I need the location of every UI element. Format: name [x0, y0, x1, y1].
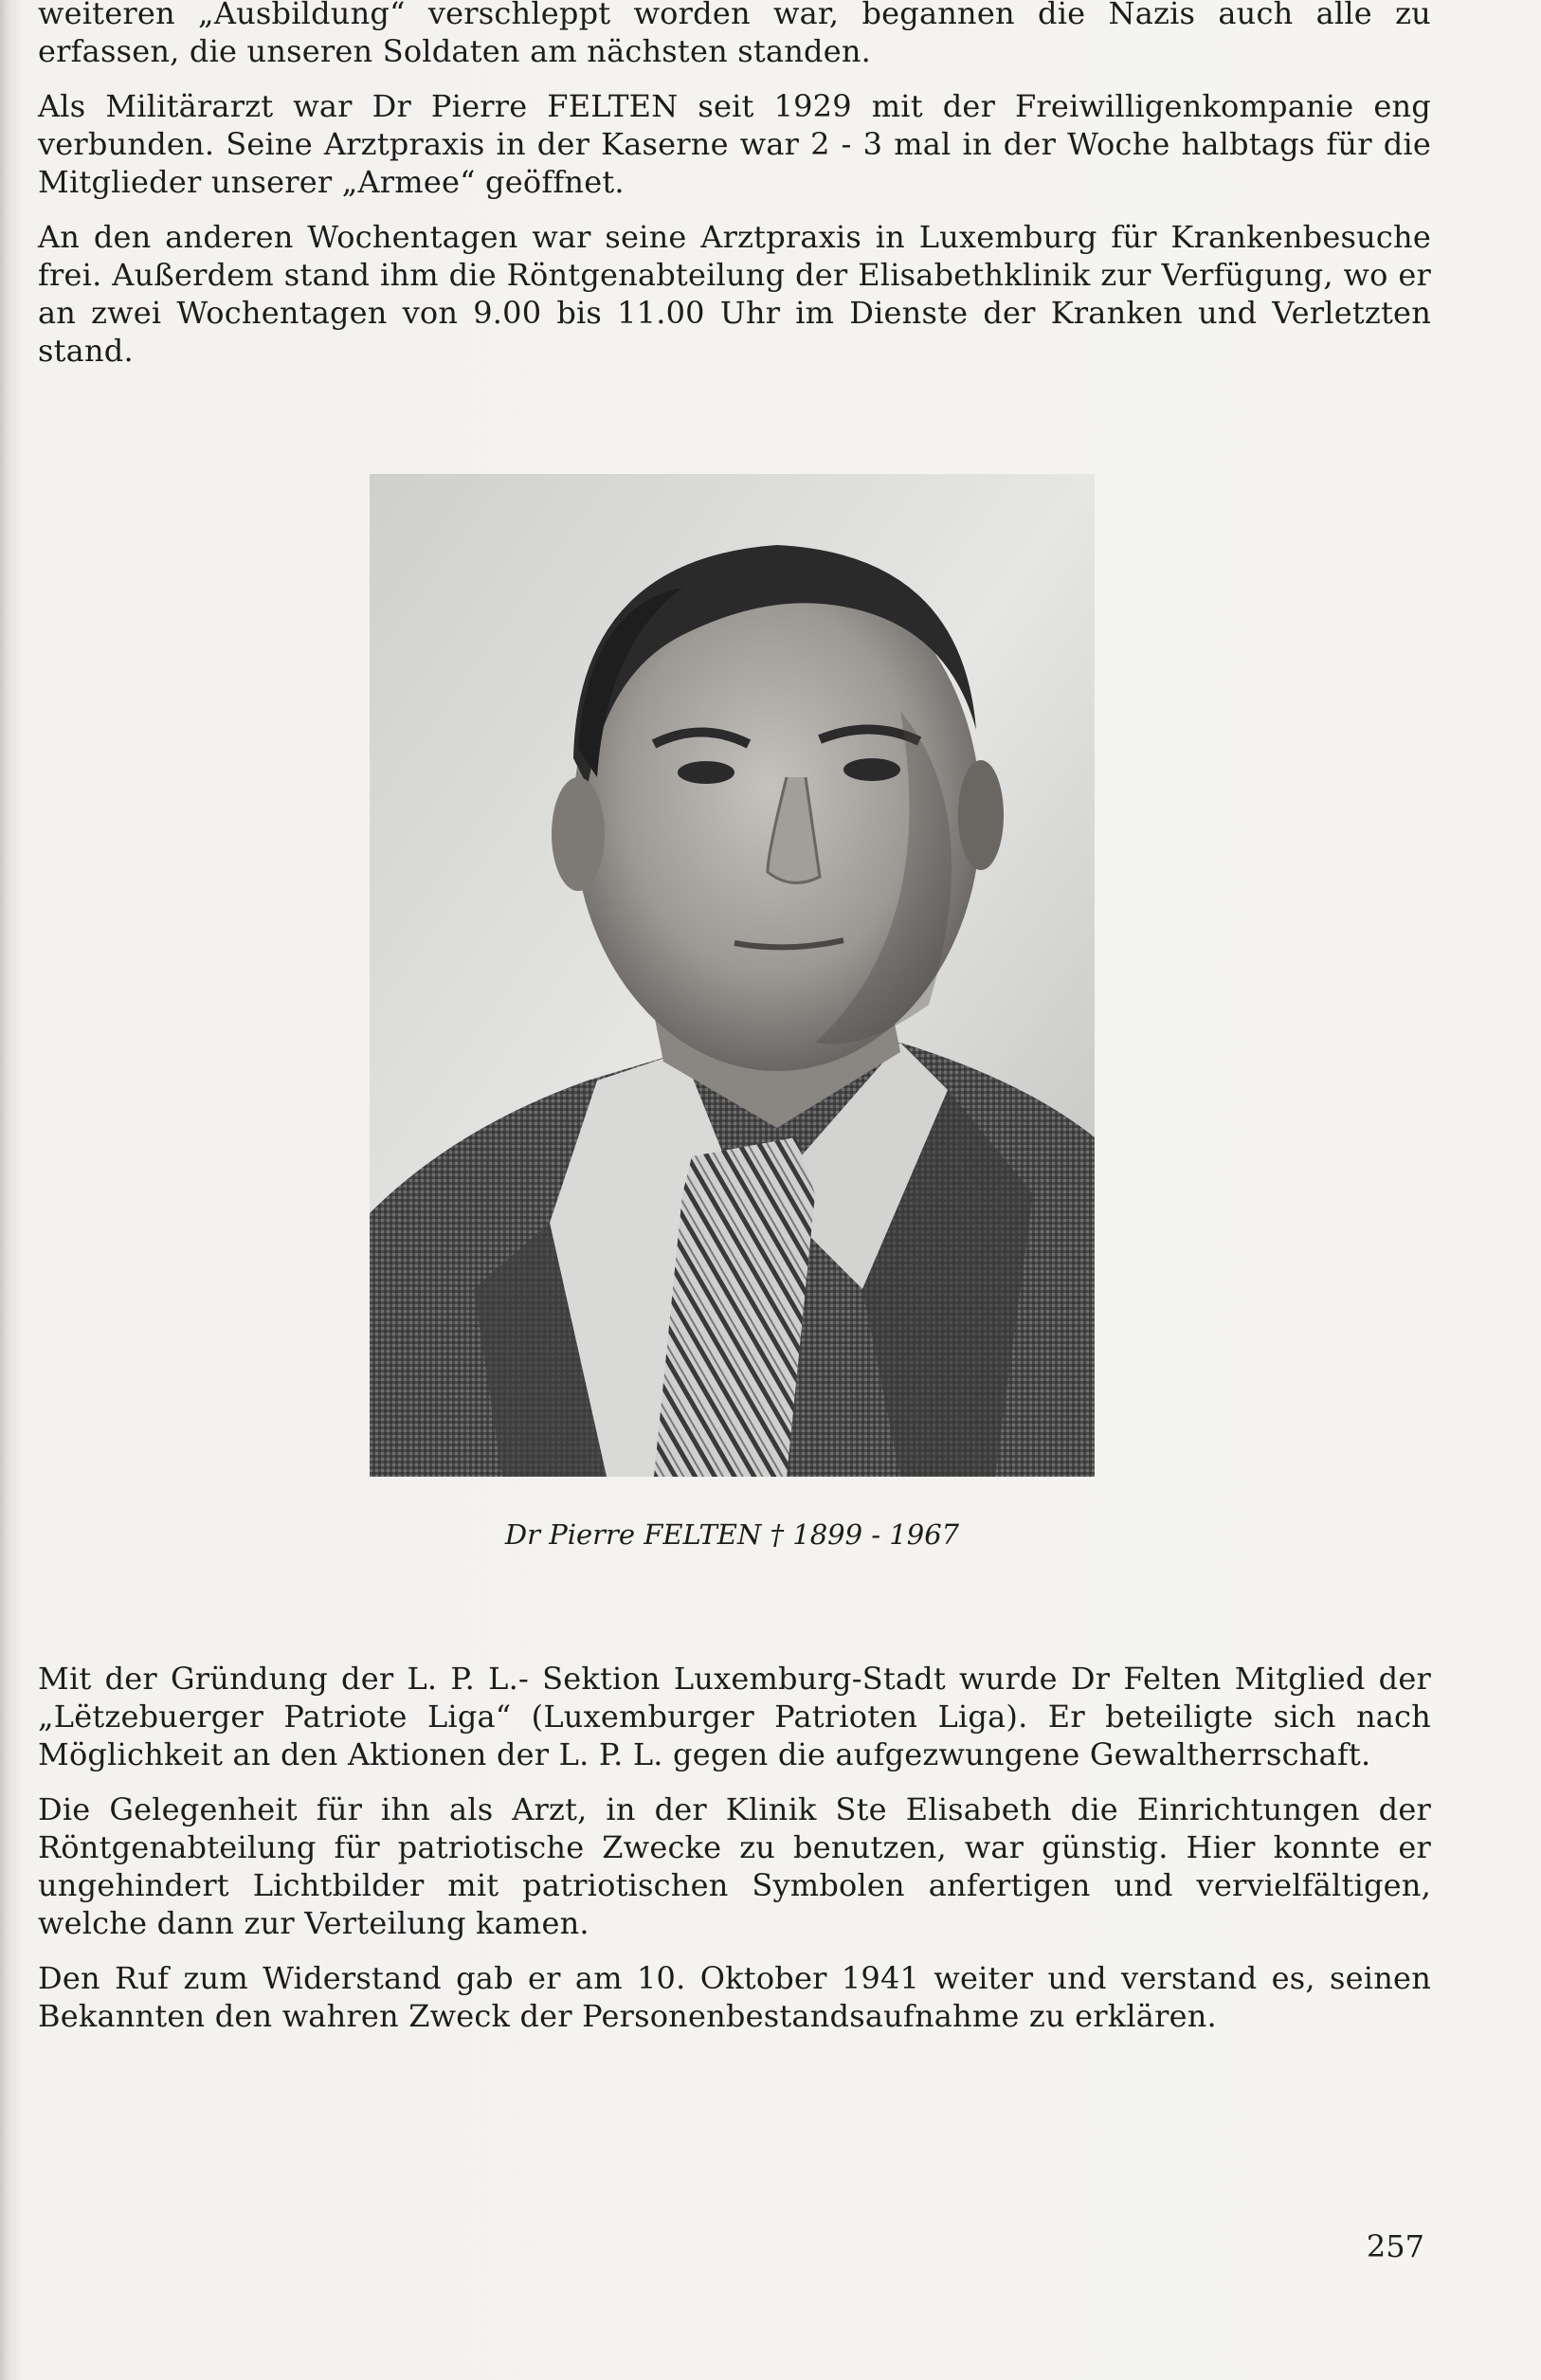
photo-caption: Dr Pierre FELTEN † 1899 - 1967 [504, 1518, 960, 1551]
paragraph: Als Militärarzt war Dr Pierre FELTEN seit 1929 mit der Freiwilligenkompanie eng verbunden. Seine Arztpraxis in der Kaserne war 2 - 3 mal in der Woche halbtags für die Mitglieder unserer „Armee“ geöffnet. [38, 88, 1431, 200]
paragraph: Die Gelegenheit für ihn als Arzt, in der Klinik Ste Elisabeth die Einrichtungen der Röntgenabteilung für patriotische Zwecke zu benutzen, war günstig. Hier konnte er ungehindert Lichtbilder mit patriotischen Symbolen anfertigen und vervielfältigen, welche dann zur Verteilung kamen. [38, 1791, 1431, 1941]
bottom-text-block [38, 1660, 1431, 2052]
paragraph: Den Ruf zum Widerstand gab er am 10. Oktober 1941 weiter und verstand es, seinen Bekannten den wahren Zweck der Personenbestandsaufnahme zu erklären. [38, 1960, 1431, 2034]
portrait-illustration [370, 474, 1095, 1477]
portrait-photo [370, 474, 1095, 1477]
page-number: 257 [1366, 2228, 1424, 2264]
paragraph: Mit der Gründung der L. P. L.- Sektion Luxemburg-Stadt wurde Dr Felten Mitglied der „Lëtzebuerger Patriote Liga“ (Luxemburger Patrioten Liga). Er beteiligte sich nach Möglichkeit an den Aktionen der L. P. L. gegen die aufgezwungene Gewaltherrschaft. [38, 1661, 1431, 1772]
paragraph: An den anderen Wochentagen war seine Arztpraxis in Luxemburg für Krankenbesuche frei. Außerdem stand ihm die Röntgenabteilung der Elisabethklinik zur Verfügung, wo er an zwei Wochentagen von 9.00 bis 11.00 Uhr im Dienste der Kranken und Verletzten stand. [38, 219, 1431, 369]
paragraph: weiteren „Ausbildung“ verschleppt worden war, begannen die Nazis auch alle zu erfassen, die unseren Soldaten am nächsten standen. [38, 0, 1431, 69]
top-text-block [38, 0, 1431, 387]
